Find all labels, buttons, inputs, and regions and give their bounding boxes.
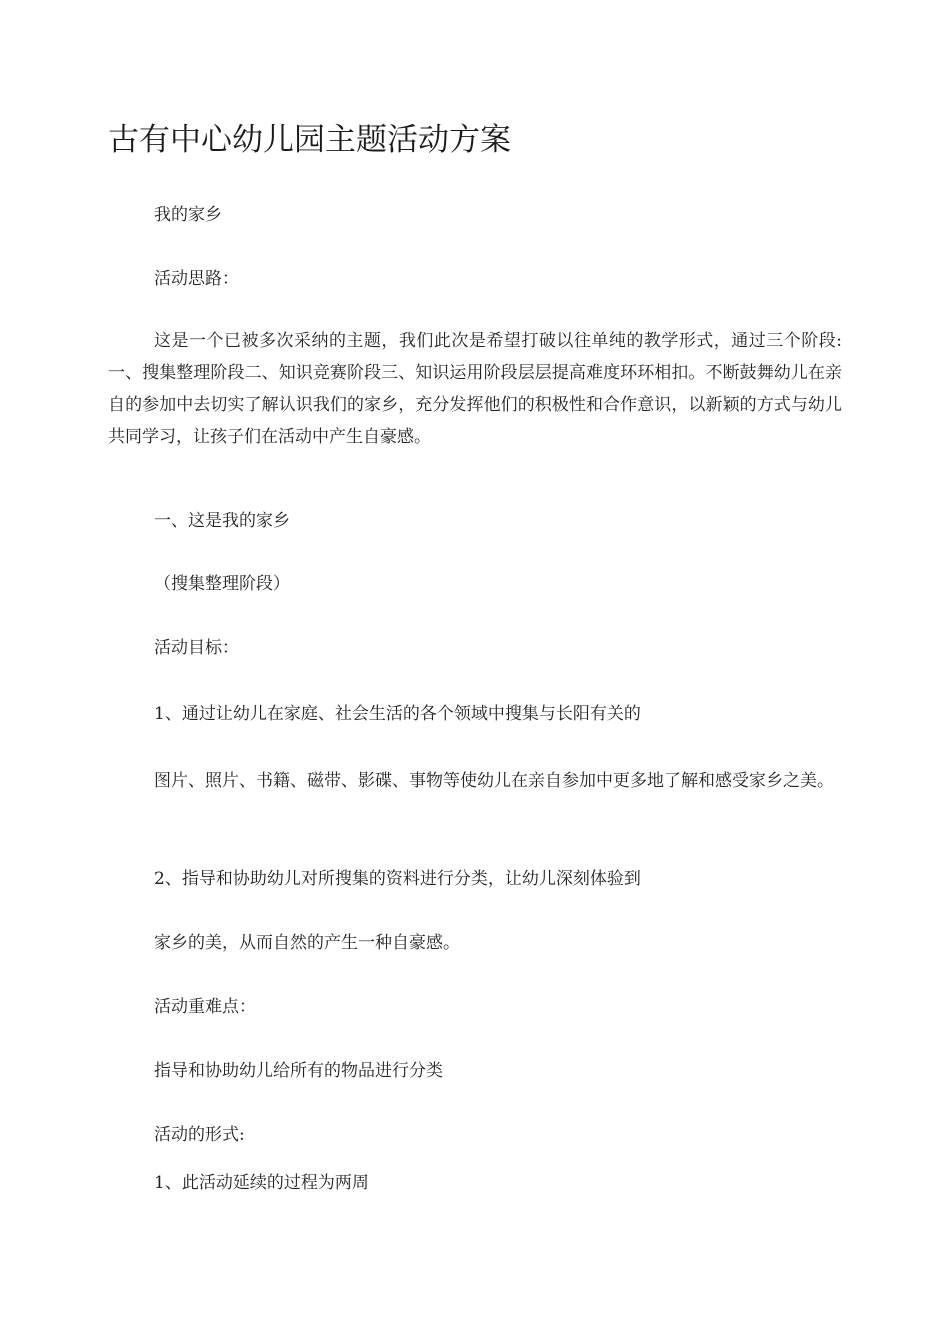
section1-stage: （搜集整理阶段）	[154, 574, 290, 594]
idea-label: 活动思路：	[154, 269, 239, 289]
section1-title: 一、这是我的家乡	[154, 511, 290, 531]
goal1-line: 1、通过让幼儿在家庭、社会生活的各个领域中搜集与长阳有关的	[154, 704, 641, 724]
idea-paragraph: 这是一个已被多次采纳的主题，我们此次是希望打破以往单纯的教学形式，通过三个阶段:一、搜集整理阶段二、知识竞赛阶段三、知识运用阶段层层提高难度环环相扣。不断鼓舞幼儿在亲自的参加中去切实了解认识我们的家乡，充分发挥他们的积极性和合作意识，以新颖的方式与幼儿共同学习，让孩子们在活动中产生自豪感。	[108, 331, 842, 447]
goal2-line: 2、指导和协助幼儿对所搜集的资料进行分类，让幼儿深刻体验到	[154, 869, 641, 889]
goal2-continuation: 家乡的美，从而自然的产生一种自豪感。	[154, 933, 460, 953]
key-label: 活动重难点：	[154, 997, 256, 1017]
form-label: 活动的形式:	[154, 1125, 245, 1145]
goal-label: 活动目标：	[154, 638, 239, 658]
subject-heading: 我的家乡	[154, 205, 222, 225]
document-title: 古有中心幼儿园主题活动方案	[108, 122, 511, 158]
goal1-continuation: 图片、照片、书籍、磁带、影碟、事物等使幼儿在亲自参加中更多地了解和感受家乡之美。	[154, 771, 834, 791]
key-text: 指导和协助幼儿给所有的物品进行分类	[154, 1061, 443, 1081]
form-item-1: 1、此活动延续的过程为两周	[154, 1173, 369, 1193]
